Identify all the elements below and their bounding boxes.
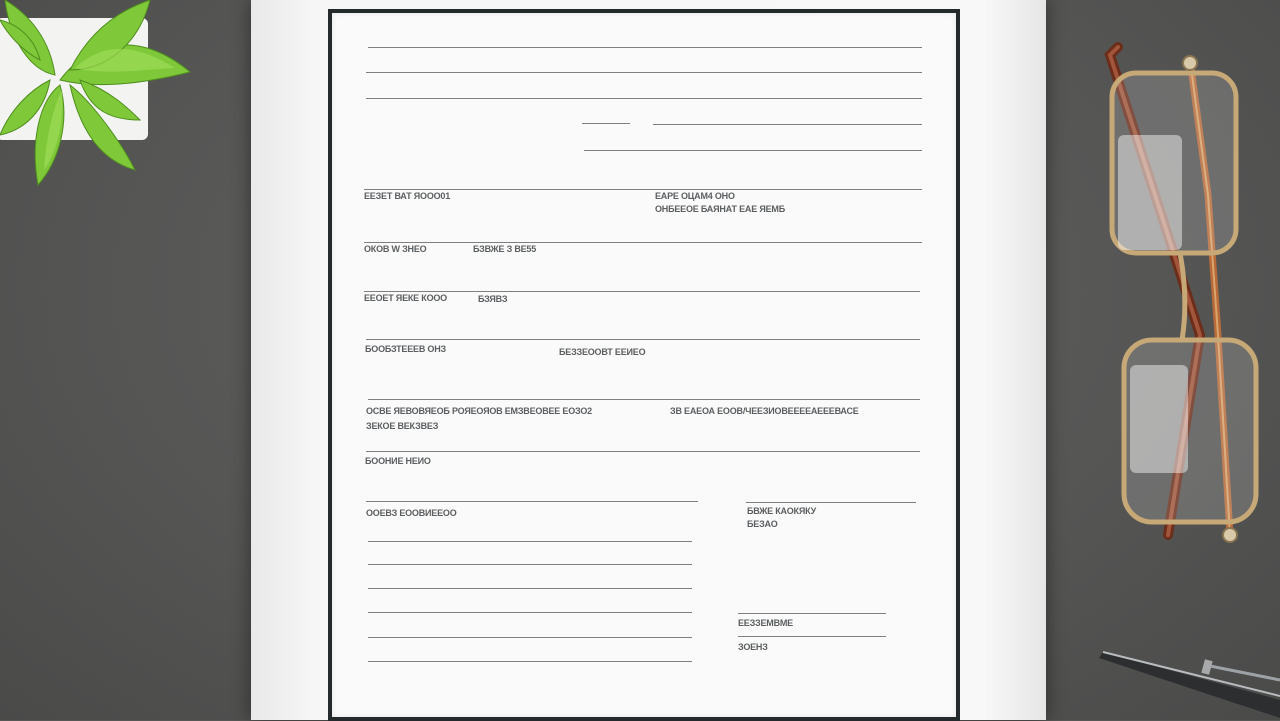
field-label: БЕЗЗЕООВТ ЕЕИЕО: [559, 347, 646, 357]
field-label: БООНИЕ НЕИО: [365, 456, 431, 466]
field-label: ЗЕКОЕ ВЕКЗВЕЗ: [366, 421, 439, 431]
form-line: [366, 72, 922, 73]
form-line: [738, 613, 886, 614]
form-line: [368, 541, 692, 542]
form-line: [584, 150, 922, 151]
field-label: ЕЕЗЕТ ВАТ ЯООО01: [364, 191, 451, 201]
form-line: [364, 242, 922, 243]
form-line: [738, 636, 886, 637]
field-label: ОКОВ W ЗНЕО: [364, 244, 427, 254]
field-label: БЗЯВЗ: [478, 294, 508, 304]
form-line: [364, 291, 920, 292]
form-line: [653, 124, 922, 125]
form-line: [366, 451, 920, 452]
field-label: ОСВЕ ЯЕВОВЯЕОБ РОЯЕОЯОВ ЕМЗВЕОВЕЕ ЕОЗО2: [366, 406, 592, 416]
form-line: [366, 339, 920, 340]
form-sheet: [328, 9, 960, 721]
form-line: [364, 189, 922, 190]
form-line: [366, 501, 698, 502]
field-label: БЗВЖЕ З ВЕ55: [473, 244, 537, 254]
form-line: [368, 661, 692, 662]
form-line: [366, 98, 922, 99]
field-label: БООБЗТЕЕЕВ ОНЗ: [365, 344, 446, 354]
form-line: [746, 502, 916, 503]
eyeglasses-icon: [1090, 35, 1275, 555]
field-label: ЕЕОЕТ ЯЕКЕ КООО: [364, 293, 447, 303]
field-label: ЕАРЕ ОЦАМ4 ОНО: [655, 191, 735, 201]
form-line: [582, 123, 630, 124]
potted-plant-icon: [0, 0, 200, 195]
field-label: ЗВ ЕАЕОА ЕООВ/ЧЕЕЗИОВЕЕЕЕАЕЕЕВАСЕ: [670, 406, 859, 416]
field-label: ОНБЕЕОЕ БАЯНАТ ЕАЕ ЯЕМБ: [655, 204, 785, 214]
field-label: БВЖЕ КАОКЯКУ: [747, 506, 817, 516]
pen-icon: [1095, 640, 1280, 720]
field-label: ООЕВЗ ЕООВИЕЕОО: [366, 508, 457, 518]
form-line: [368, 637, 692, 638]
form-line: [368, 612, 692, 613]
form-line: [368, 564, 692, 565]
field-label: ЕЕЗЗЕМВМЕ: [738, 618, 793, 628]
form-line: [368, 47, 922, 48]
field-label: ЗОЕНЗ: [738, 642, 768, 652]
field-label: БЕЗАО: [747, 519, 778, 529]
form-line: [368, 399, 920, 400]
form-line: [368, 588, 692, 589]
